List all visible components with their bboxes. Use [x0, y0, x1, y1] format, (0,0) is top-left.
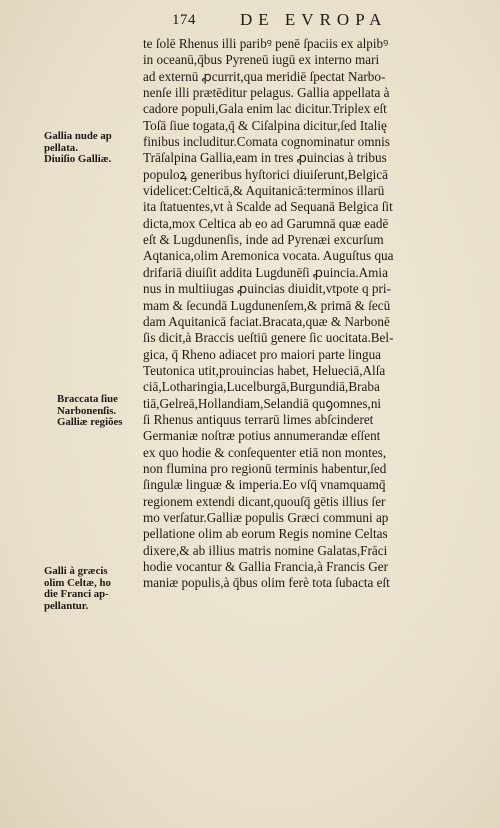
margin-note [44, 131, 112, 166]
text-line: dicta,mox Celtica ab eo ad Garumnā quæ eadē [143, 215, 389, 231]
text-line: ſi Rhenus antiquus terrarū limes abſcinderet [143, 411, 374, 427]
text-line: ciā,Lotharingia,Lucelburgā,Burgundiā,Braba [143, 379, 380, 395]
text-line: ſingulæ linguæ & imperia.Eo vſq̄ vnamquamq̄ [143, 477, 386, 493]
margin-note-line: Galli à græcis [44, 565, 108, 577]
text-line: ad externū ꝓcurrit,qua meridiē ſpectat Narbo‑ [143, 68, 386, 84]
text-line: maniæ populis,à q̄bus olim ferè tota ſubacta eſt [143, 575, 390, 591]
body-text [143, 36, 491, 592]
text-line: dixere,& ab illius matris nomine Galatas,Frāci [143, 542, 388, 558]
text-line: videlicet:Celticā,& Aquitanicā:terminos illarū [143, 183, 385, 199]
text-line: pellatione olim ab eorum Regis nomine Celtas [143, 526, 388, 542]
margin-note-line: olim Celtæ, ho [44, 576, 111, 589]
text-line: Germaniæ noſtræ potius annumerandæ eſſent [143, 428, 381, 444]
text-line: drifariā diuiſit addita Lugdunēſi ꝓuincia.Amia [143, 264, 388, 280]
text-line: regionem extendi dicant,quouſq̄ gētis illius ſer [143, 493, 386, 509]
margin-note-line: Galliæ regiões [57, 416, 123, 428]
text-line: Aqtanica,olim Aremonica vocata. Auguſtus qua [143, 248, 394, 264]
text-line: ita ſtatuentes,vt à Scalde ad Sequanā Belgica ſit [143, 199, 393, 215]
margin-note-line: Gallia nude ap [44, 130, 112, 142]
text-line: nenſe illi prætēditur pelagus. Gallia appellata à [143, 85, 390, 101]
text-line: Toſā ſiue togata,q̄ & Ciſalpina dicitur,ſed Italię [143, 117, 387, 133]
text-line: gica, q̄ Rheno adiacet pro maiori parte lingua [143, 346, 382, 362]
text-line: mo verſatur.Galliæ populis Græci communi ap [143, 509, 389, 525]
text-line: te ſolē Rhenus illi paribꝰ penē ſpaciis ex alpibꝰ [143, 36, 389, 51]
text-line: Trāſalpina Gallia,eam in tres ꝓuincias à tribus [143, 150, 387, 166]
text-line: dam Aquitanicā faciat.Bracata,quæ & Narbonē [143, 313, 390, 329]
text-line: tiā,Gelreā,Hollandiam,Selandiā quꝯomnes,ni [143, 395, 382, 411]
text-line: hodie vocantur & Gallia Francia,à Francis Ger [143, 559, 388, 574]
text-line: cadore populi,Gala enim lac dicitur.Triplex eſt [143, 101, 387, 117]
margin-note-line: Narbonenſis. [57, 404, 117, 417]
text-line: mam & ſecundā Lugdunenſem,& primā & ſecū [143, 297, 391, 313]
margin-note-line: pellata. [44, 141, 78, 154]
text-line: in oceanū,q̄bus Pyreneū iugū ex interno mari [143, 52, 380, 68]
text-line: ſis dicit,à Braccis ueſtiū genere ſic uocitata.Bel‑ [143, 330, 394, 346]
margin-note-line: Diuiſio Galliæ. [44, 153, 112, 165]
margin-note-line: die Franci ap‑ [44, 588, 109, 600]
margin-note [44, 566, 111, 612]
text-line: ex quo hodie & conſequenter etiā non montes, [143, 444, 387, 460]
text-line: non flumina pro regionū terminis habentur,ſed [143, 460, 387, 476]
text-line: Teutonica utit,prouincias habet, Helueciā,Alſa [143, 362, 386, 378]
text-line: nus in multiiugas ꝓuincias diuidit,vtpote q pri‑ [143, 281, 391, 297]
text-line: finibus includitur.Comata cognominatur omnis [143, 134, 390, 150]
text-line: populoꝝ generibus hyſtorici diuiſerunt,Belgicā [143, 166, 388, 182]
text-line: eſt & Lugdunenſis, inde ad Pyrenæi excurſum [143, 232, 384, 248]
margin-note-line: Braccata ſiue [57, 393, 118, 405]
margin-note [57, 394, 122, 429]
page-number: 174 [172, 12, 196, 28]
page-header [0, 10, 500, 32]
running-title: DE EVROPA [240, 10, 388, 29]
margin-note-line: pellantur. [44, 599, 89, 612]
